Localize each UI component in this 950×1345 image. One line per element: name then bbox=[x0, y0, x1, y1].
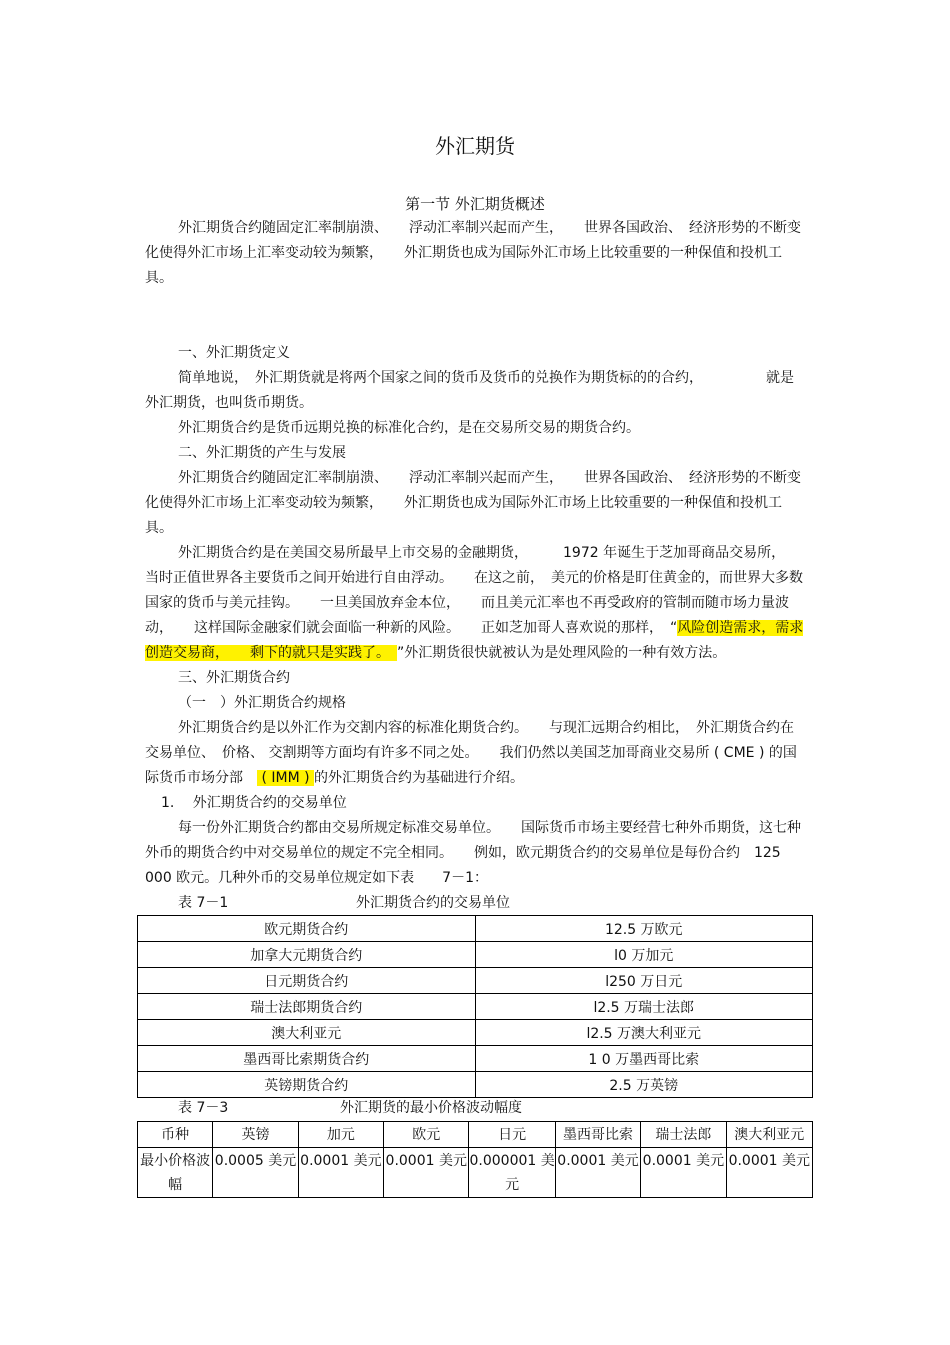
header-cell: 英镑 bbox=[213, 1122, 298, 1148]
heading-origin: 二、外汇期货的产生与发展 bbox=[178, 445, 346, 461]
unit-cell: 2.5 万英镑 bbox=[475, 1072, 813, 1098]
paragraph: 外汇期货合约随固定汇率制崩溃、 浮动汇率制兴起而产生， 世界各国政治、 经济形势的不断变化使得外汇市场上汇率变动较为频繁， 外汇期货也成为国际外汇市场上比较重要的一种保值和投机工具。 bbox=[145, 220, 801, 286]
table-row bbox=[138, 1020, 813, 1046]
table-row bbox=[138, 1046, 813, 1072]
table1-caption: 表 7－1 外汇期货合约的交易单位 bbox=[178, 895, 510, 911]
unit-cell: 12.5 万欧元 bbox=[475, 916, 813, 942]
contract-cell: 欧元期货合约 bbox=[138, 916, 476, 942]
paragraph: 外汇期货合约随固定汇率制崩溃、 浮动汇率制兴起而产生， 世界各国政治、 经济形势的不断变化使得外汇市场上汇率变动较为频繁， 外汇期货也成为国际外汇市场上比较重要的一种保值和投机工具。 bbox=[145, 470, 801, 536]
heading-contract: 三、外汇期货合约 bbox=[178, 670, 290, 686]
section-heading: 第一节 外汇期货概述 bbox=[405, 195, 545, 213]
paragraph: 简单地说， 外汇期货就是将两个国家之间的货币及货币的兑换作为期货标的的合约， 就是外汇期货，也叫货币期货。 bbox=[145, 370, 794, 411]
value-cell: 0.0001 美元 bbox=[298, 1148, 383, 1198]
heading-definition: 一、外汇期货定义 bbox=[178, 345, 290, 361]
contract-cell: 英镑期货合约 bbox=[138, 1072, 476, 1098]
value-cell: 0.0001 美元 bbox=[555, 1148, 640, 1198]
table-row bbox=[138, 994, 813, 1020]
contract-cell: 澳大利亚元 bbox=[138, 1020, 476, 1046]
table-row bbox=[138, 1072, 813, 1098]
header-cell: 欧元 bbox=[384, 1122, 469, 1148]
table-row bbox=[138, 968, 813, 994]
contract-cell: 瑞士法郎期货合约 bbox=[138, 994, 476, 1020]
heading-trading-unit: 1. 外汇期货合约的交易单位 bbox=[161, 795, 347, 811]
unit-cell: l2.5 万澳大利亚元 bbox=[475, 1020, 813, 1046]
paragraph: 外汇期货合约是在美国交易所最早上市交易的金融期货， 1972 年诞生于芝加哥商品交易所， 当时正值世界各主要货币之间开始进行自由浮动。 在这之前， 美元的价格是盯住黄金的，而世界大多数国家的货币与美元挂钩。 一旦美国放弃金本位， 而且美元汇率也不再受政府的管制而随市场力量波动， 这样国际金融家们就会面临一种新的风险。 正如芝加哥人喜欢说的那样， “风险创造需求，需求创造交易商， 剩下的就只是实践了。 ”外汇期货很快就被认为是处理风险的一种有效方法。 bbox=[145, 545, 804, 661]
value-cell: 0.0005 美元 bbox=[213, 1148, 298, 1198]
value-cell: 0.0001 美元 bbox=[641, 1148, 726, 1198]
paragraph: 每一份外汇期货合约都由交易所规定标准交易单位。 国际货币市场主要经营七种外币期货，这七种外币的期货合约中对交易单位的规定不完全相同。 例如，欧元期货合约的交易单位是每份合约 125 000 欧元。几种外币的交易单位规定如下表 7－1： bbox=[145, 820, 801, 886]
contract-cell: 日元期货合约 bbox=[138, 968, 476, 994]
unit-cell: l0 万加元 bbox=[475, 942, 813, 968]
highlighted-quote: 风险创造需求，需求创造交易商， 剩下的就只是实践了。 bbox=[145, 620, 804, 661]
body-text bbox=[145, 216, 805, 916]
value-cell: 0.0001 美元 bbox=[384, 1148, 469, 1198]
header-cell: 币种 bbox=[138, 1122, 213, 1148]
header-cell: 日元 bbox=[469, 1122, 555, 1148]
unit-cell: l250 万日元 bbox=[475, 968, 813, 994]
row-label-cell: 最小价格波幅 bbox=[138, 1148, 213, 1198]
table-row bbox=[138, 1148, 813, 1198]
table3-caption: 表 7－3 外汇期货的最小价格波动幅度 bbox=[178, 1100, 522, 1116]
header-cell: 加元 bbox=[298, 1122, 383, 1148]
table-header-row bbox=[138, 1122, 813, 1148]
header-cell: 瑞士法郎 bbox=[641, 1122, 726, 1148]
highlighted-imm: ( IMM ) bbox=[257, 770, 315, 786]
header-cell: 澳大利亚元 bbox=[726, 1122, 812, 1148]
value-cell: 0.000001 美元 bbox=[469, 1148, 555, 1198]
trading-unit-table bbox=[137, 915, 813, 1098]
unit-cell: 1 0 万墨西哥比索 bbox=[475, 1046, 813, 1072]
min-price-table bbox=[137, 1121, 813, 1198]
unit-cell: l2.5 万瑞士法郎 bbox=[475, 994, 813, 1020]
contract-cell: 加拿大元期货合约 bbox=[138, 942, 476, 968]
table-row bbox=[138, 942, 813, 968]
paragraph: 外汇期货合约是以外汇作为交割内容的标准化期货合约。 与现汇远期合约相比， 外汇期货合约在交易单位、 价格、 交割期等方面均有许多不同之处。 我们仍然以美国芝加哥商业交易所 ( CME ) 的国际货币市场分部 ( IMM ) 的外汇期货合约为基础进行介绍。 bbox=[145, 720, 797, 786]
value-cell: 0.0001 美元 bbox=[726, 1148, 812, 1198]
contract-cell: 墨西哥比索期货合约 bbox=[138, 1046, 476, 1072]
document-title: 外汇期货 bbox=[435, 134, 515, 158]
header-cell: 墨西哥比索 bbox=[555, 1122, 640, 1148]
paragraph: 外汇期货合约是货币远期兑换的标准化合约，是在交易所交易的期货合约。 bbox=[178, 420, 640, 436]
subheading-spec: （一 ）外汇期货合约规格 bbox=[178, 695, 346, 711]
table-row bbox=[138, 916, 813, 942]
